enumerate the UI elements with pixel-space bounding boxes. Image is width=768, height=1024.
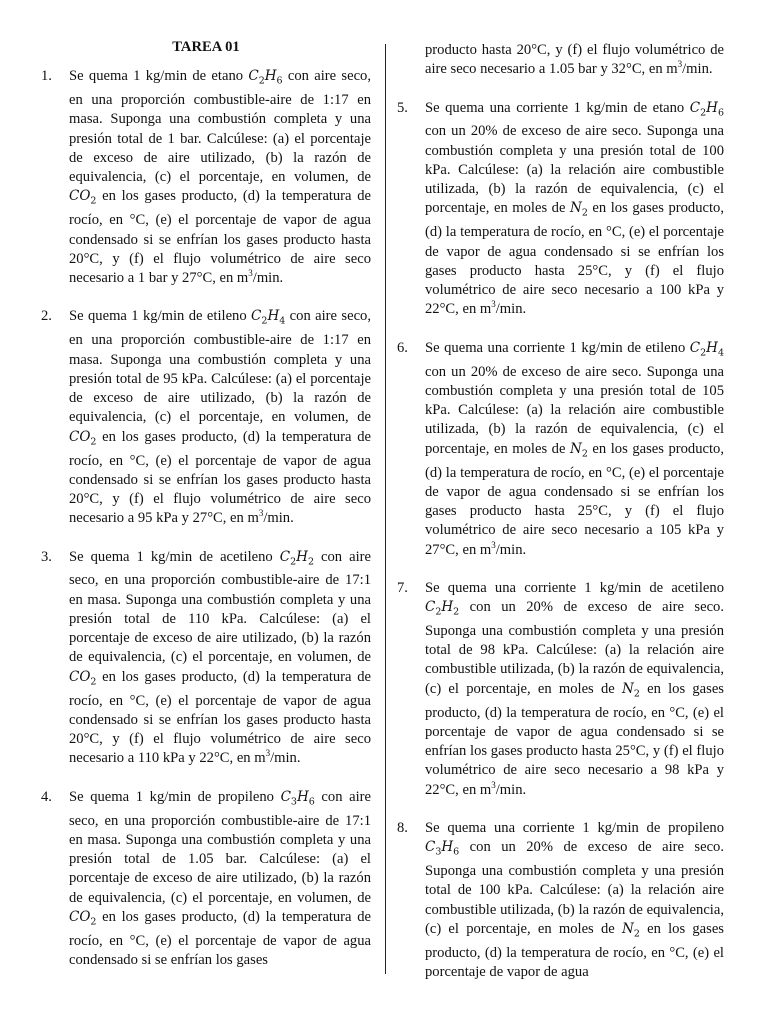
chemical-formula: $N_2$	[622, 920, 640, 940]
chemical-formula: $CO_2$	[69, 188, 97, 208]
right-problem-list	[397, 99, 724, 983]
problem-item	[397, 819, 724, 982]
left-problem-list	[41, 67, 371, 970]
problem-text: Se quema una corriente 1 kg/min de etileno $C_2H_4$ con un 20% de exceso de aire seco. Suponga una combustión completa y una presión total de 105 kPa. Calcúlese: (a) la relación aire combustible utilizada, (b) la razón de equivalencia, (c) el porcentaje, en moles de $N_2$ en los gases producto, (d) la temperatura de rocío, en °C, (e) el porcentaje de vapor de agua condensado si se enfrían los gases producto hasta 25°C, y (f) el flujo volumétrico de aire seco necesario a 105 kPa y 27°C, en $m^3/\min$.	[425, 339, 724, 558]
problem-text: Se quema 1 kg/min de etileno $C_2H_4$ con aire seco, en una proporción combustible-aire de 1:17 en masa. Suponga una combustión completa y una presión total de 95 kPa. Calcúlese: (a) el porcentaje de exceso de aire utilizado, (b) la razón de equivalencia, (c) el porcentaje, en volumen, de $CO_2$ en los gases producto, (d) la temperatura de rocío, en °C, (e) el porcentaje de vapor de agua condensado si se enfrían los gases producto hasta 20°C, y (f) el flujo volumétrico de aire seco necesario a 95 kPa y 27°C, en $m^3/\min$.	[69, 308, 371, 527]
problem-number: 6.	[397, 339, 408, 356]
chemical-formula: $C_3H_6$	[280, 788, 315, 808]
left-column	[41, 38, 371, 989]
superscript: 3	[258, 508, 264, 519]
superscript: 3	[677, 59, 683, 70]
chemical-formula: $N_2$	[570, 200, 588, 220]
chemical-formula: $N_2$	[570, 440, 588, 460]
superscript: 3	[491, 779, 496, 790]
problem-item	[397, 579, 724, 800]
page-title: TAREA 01	[172, 39, 240, 55]
chemical-formula: $C_3H_6$	[425, 839, 460, 858]
chemical-formula: $C_2H_2$	[279, 548, 314, 568]
chemical-formula: $C_2H_4$	[251, 308, 286, 328]
problem-number: 7.	[397, 579, 408, 596]
superscript: 3	[248, 268, 253, 279]
right-column	[397, 41, 724, 1001]
column-divider	[385, 44, 386, 974]
chemical-formula: $C_2H_6$	[689, 99, 724, 119]
problem-item	[397, 339, 724, 560]
problem-item	[41, 788, 371, 971]
problem-text: Se quema una corriente 1 kg/min de acetileno $C_2H_2$ con un 20% de exceso de aire seco. Suponga una combustión completa y una presión total de 98 kPa. Calcúlese: (a) la relación aire combustible utilizada, (b) la razón de equivalencia, (c) el porcentaje, en moles de $N_2$ en los gases producto, (d) la temperatura de rocío, en °C, (e) el porcentaje de vapor de agua condensado si se enfrían los gases producto hasta 25°C, y (f) el flujo volumétrico de aire seco necesario a 98 kPa y 22°C, en $m^3/\min$.	[425, 579, 724, 798]
chemical-formula: $N_2$	[622, 680, 640, 700]
chemical-formula: $C_2H_6$	[248, 68, 283, 87]
problem-number: 2.	[41, 308, 52, 325]
problem-text: Se quema una corriente 1 kg/min de propileno $C_3H_6$ con un 20% de exceso de aire seco. Suponga una combustión completa y una presión total de 100 kPa. Calcúlese: (a) la relación aire combustible utilizada, (b) la razón de equivalencia, (c) el porcentaje, en moles de $N_2$ en los gases producto, (d) la temperatura de rocío, en °C, (e) el porcentaje de vapor de agua	[425, 819, 724, 980]
problem-number: 4.	[41, 788, 52, 805]
chemical-formula: $CO_2$	[69, 668, 97, 688]
superscript: 3	[265, 748, 271, 759]
chemical-formula: $CO_2$	[69, 428, 97, 448]
chemical-formula: $C_2H_2$	[425, 599, 460, 618]
problem-text: Se quema 1 kg/min de etano $C_2H_6$ con aire seco, en una proporción combustible-aire de 1:17 en masa. Suponga una combustión completa y una presión total de 1 bar. Calcúlese: (a) el porcentaje de exceso de aire utilizado, (b) la razón de equivalencia, (c) el porcentaje, en volumen, de $CO_2$ en los gases producto, (d) la temperatura de rocío, en °C, (e) el porcentaje de vapor de agua condensado si se enfrían los gases producto hasta 20°C, y (f) el flujo volumétrico de aire seco necesario a 1 bar y 27°C, en $m^3/\min$.	[69, 68, 371, 287]
problem-item	[41, 307, 371, 528]
chemical-formula: $C_2H_4$	[689, 339, 724, 359]
superscript: 3	[491, 539, 496, 550]
problem-item	[397, 99, 724, 320]
problem-item	[41, 548, 371, 769]
chemical-formula: $CO_2$	[69, 908, 97, 928]
problem-text: Se quema una corriente 1 kg/min de etano $C_2H_6$ con un 20% de exceso de aire seco. Suponga una combustión completa y una presión total de 100 kPa. Calcúlese: (a) la relación aire combustible utilizada, (b) la razón de equivalencia, (c) el porcentaje, en moles de $N_2$ en los gases producto, (d) la temperatura de rocío, en °C, (e) el porcentaje de vapor de agua condensado si se enfrían los gases producto hasta 25°C, y (f) el flujo volumétrico de aire seco necesario a 100 kPa y 22°C, en $m^3/\min$.	[425, 99, 724, 318]
problem-number: 8.	[397, 819, 408, 836]
problem-number: 3.	[41, 548, 52, 565]
problem-number: 1.	[41, 68, 52, 85]
problem-text: Se quema 1 kg/min de acetileno $C_2H_2$ con aire seco, en una proporción combustible-aire de 17:1 en masa. Suponga una combustión completa y una presión total de 110 kPa. Calcúlese: (a) el porcentaje de exceso de aire utilizado, (b) la razón de equivalencia, (c) el porcentaje, en volumen, de $CO_2$ en los gases producto, (d) la temperatura de rocío, en °C, (e) el porcentaje de vapor de agua condensado si se enfrían los gases producto hasta 20°C, y (f) el flujo volumétrico de aire seco necesario a 110 kPa y 22°C, en $m^3/\min$.	[69, 548, 371, 767]
problem-text: Se quema 1 kg/min de propileno $C_3H_6$ con aire seco, en una proporción combustible-aire de 17:1 en masa. Suponga una combustión completa y una presión total de 1.05 bar. Calcúlese: (a) el porcentaje de exceso de aire utilizado, (b) la razón de equivalencia, (c) el porcentaje, en volumen, de $CO_2$ en los gases producto, (d) la temperatura de rocío, en °C, (e) el porcentaje de vapor de agua condensado si se enfrían los gases	[69, 788, 371, 968]
problem-4-continuation: producto hasta 20°C, y (f) el flujo volumétrico de aire seco necesario a 1.05 bar y 32°C, en $m^3/\min$.	[425, 42, 724, 78]
problem-number: 5.	[397, 99, 408, 116]
problem-item	[41, 67, 371, 288]
superscript: 3	[491, 299, 496, 310]
